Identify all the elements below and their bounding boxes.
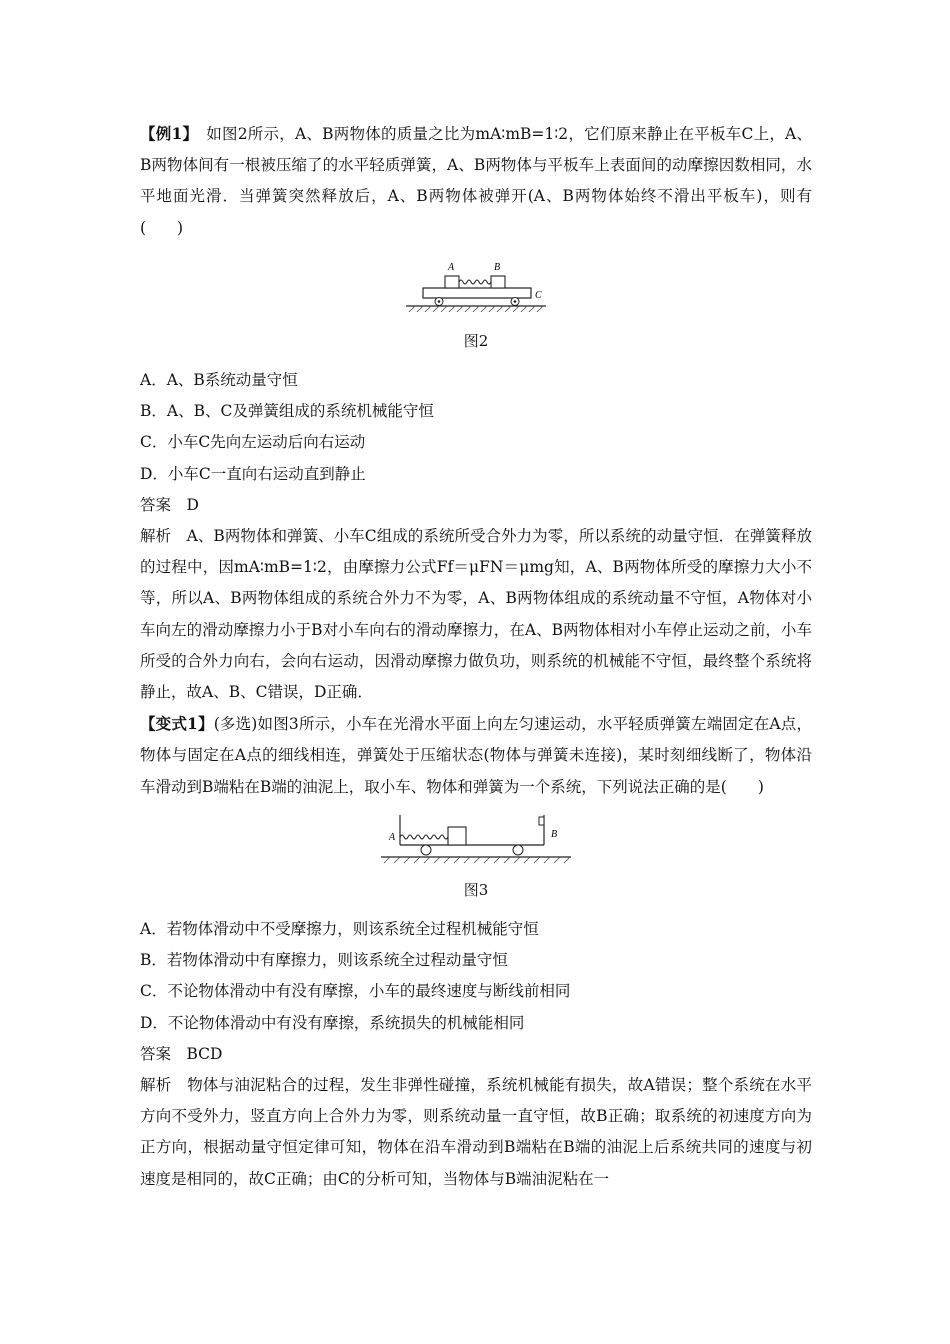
label-a: A	[389, 831, 396, 843]
variant1-option-b: B．若物体滑动中有摩擦力，则该系统全过程动量守恒	[140, 951, 508, 970]
cart-c	[423, 288, 531, 298]
example1-tag: 【例1】	[140, 124, 191, 143]
variant1-option-c: C．不论物体滑动中有没有摩擦，小车的最终速度与断线前相同	[140, 982, 571, 1001]
example1-option-b: B．A、B、C及弹簧组成的系统机械能守恒	[140, 402, 434, 421]
example1-analysis: 解析 A、B两物体和弹簧、小车C组成的系统所受合外力为零，所以系统的动量守恒．在弹簧释放的过程中，因mA∶mB=1∶2，由摩擦力公式Ff＝μFN＝μmg知，A、B两物体所受的摩擦力大小不等，所以A、B两物体组成的系统合外力不为零，A、B两物体组成的系统动量不守恒，A物体对小车向左的滑动摩擦力小于B对小车向右的滑动摩擦力，在A、B两物体相对小车停止运动之前，小车所受的合外力向右，会向右运动，因滑动摩擦力做负功，则系统的机械能不守恒，最终整个系统将静止，故A、B、C错误，D正确．	[140, 527, 812, 702]
spring	[400, 835, 448, 839]
label-b: B	[494, 261, 501, 273]
oil-putty	[539, 817, 544, 825]
variant1-option-d: D．不论物体滑动中有没有摩擦，系统损失的机械能相同	[140, 1013, 525, 1032]
variant1-stem	[140, 708, 812, 803]
wheel-left	[421, 845, 431, 855]
figure-3	[376, 809, 576, 869]
example1-answer: 答案 D	[140, 495, 199, 514]
variant1-tag: 【变式1】	[140, 714, 214, 734]
variant1-analysis: 解析 物体与油泥粘合的过程，发生非弹性碰撞，系统机械能有损失，故A错误；整个系统在水平方向不受外力，竖直方向上合外力为零，则系统动量一直守恒，故B正确；取系统的初速度方向为正方向，根据动量守恒定律可知，物体在沿车滑动到B端粘在B端的油泥上后系统共同的速度与初速度是相同的，故C正确；由C的分析可知，当物体与B端油泥粘在一	[140, 1076, 812, 1188]
block-a	[445, 276, 459, 288]
label-b: B	[551, 828, 558, 840]
document-page	[140, 118, 812, 1195]
example1-stem	[140, 118, 812, 244]
wheel-right	[513, 845, 523, 855]
example1-option-c: C．小车C先向左运动后向右运动	[140, 433, 366, 452]
figure-2	[401, 250, 551, 320]
variant1-option-a: A．若物体滑动中不受摩擦力，则该系统全过程机械能守恒	[140, 920, 539, 939]
example1-stem-text: 如图2所示，A、B两物体的质量之比为mA∶mB=1∶2，它们原来静止在平板车C上，A、B两物体间有一根被压缩了的水平轻质弹簧，A、B两物体与平板车上表面间的动摩擦因数相同，水平地面光滑．当弹簧突然释放后，A、B两物体被弹开(A、B两物体始终不滑出平板车)，则有( )	[140, 125, 812, 237]
block-b	[491, 276, 505, 288]
block	[448, 827, 466, 845]
example1-option-a: A．A、B系统动量守恒	[140, 371, 298, 390]
figure-2-caption: 图2	[463, 331, 489, 350]
variant1-stem-text: (多选)如图3所示，小车在光滑水平面上向左匀速运动，水平轻质弹簧左端固定在A点，物体与固定在A点的细线相连，弹簧处于压缩状态(物体与弹簧未连接)，某时刻细线断了，物体沿车滑动到B端粘在B端的油泥上，取小车、物体和弹簧为一个系统，下列说法正确的是( )	[140, 715, 812, 796]
variant1-answer: 答案 BCD	[140, 1044, 223, 1063]
figure-3-caption: 图3	[463, 880, 489, 899]
spring	[459, 280, 491, 284]
example1-option-d: D．小车C一直向右运动直到静止	[140, 464, 366, 483]
label-a: A	[448, 261, 455, 273]
label-c: C	[535, 289, 542, 301]
